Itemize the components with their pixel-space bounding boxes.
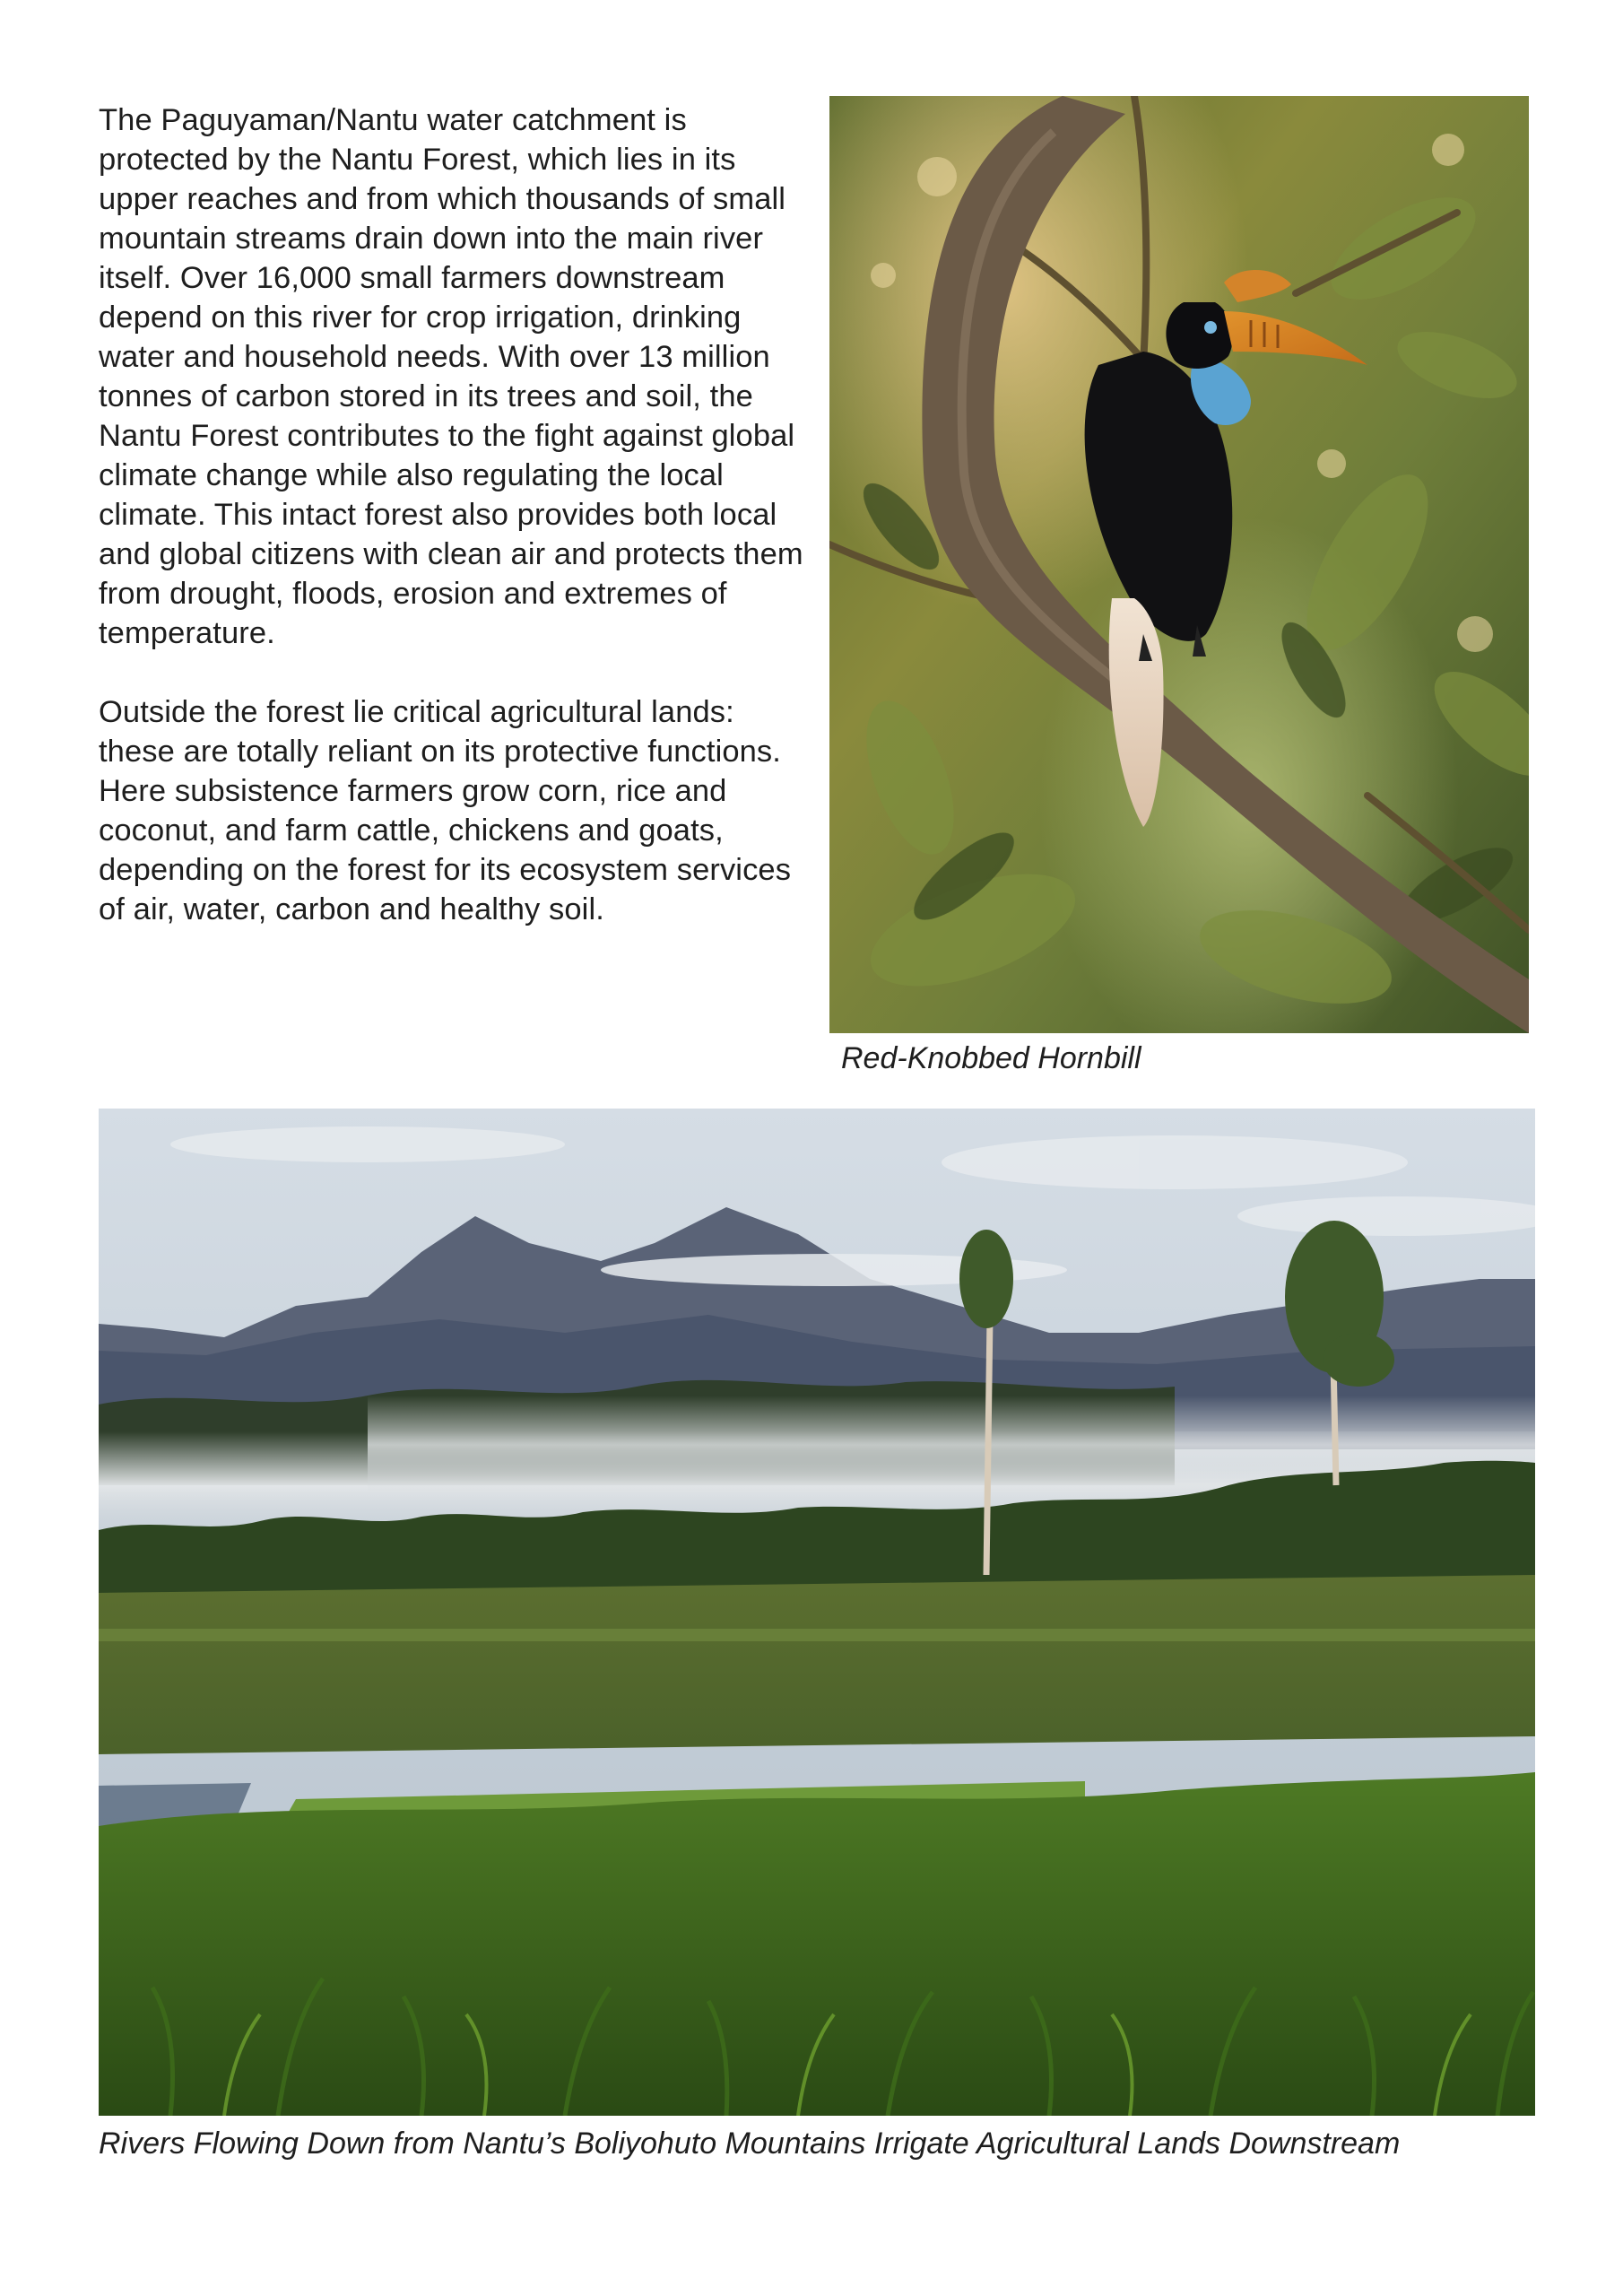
landscape-photo <box>99 1109 1535 2116</box>
body-text <box>99 100 816 929</box>
hornbill-caption: Red-Knobbed Hornbill <box>841 1041 1141 1075</box>
paragraph-1: The Paguyaman/Nantu water catchment is protected by the Nantu Forest, which lies in its upper reaches and from which thousands of small mountain streams drain down into the main river itself. Over 16,000 small farmers downstream depend on this river for crop irrigation, drinking water and household needs. With over 13 million tonnes of carbon stored in its trees and soil, the Nantu Forest contributes to the fight against global climate change while also regulating the local climate. This intact forest also provides both local and global citizens with clean air and protects them from drought, floods, erosion and extremes of temperature. <box>99 103 803 650</box>
hornbill-photo <box>829 96 1529 1033</box>
paragraph-2: Outside the forest lie critical agricultural lands: these are totally reliant on its protective functions. Here subsistence farmers grow corn, rice and coconut, and farm cattle, chickens and goats, depending on the forest for its ecosystem services of air, water, carbon and healthy soil. <box>99 695 792 926</box>
landscape-caption: Rivers Flowing Down from Nantu’s Boliyohuto Mountains Irrigate Agricultural Lands Downstream <box>99 2126 1401 2161</box>
